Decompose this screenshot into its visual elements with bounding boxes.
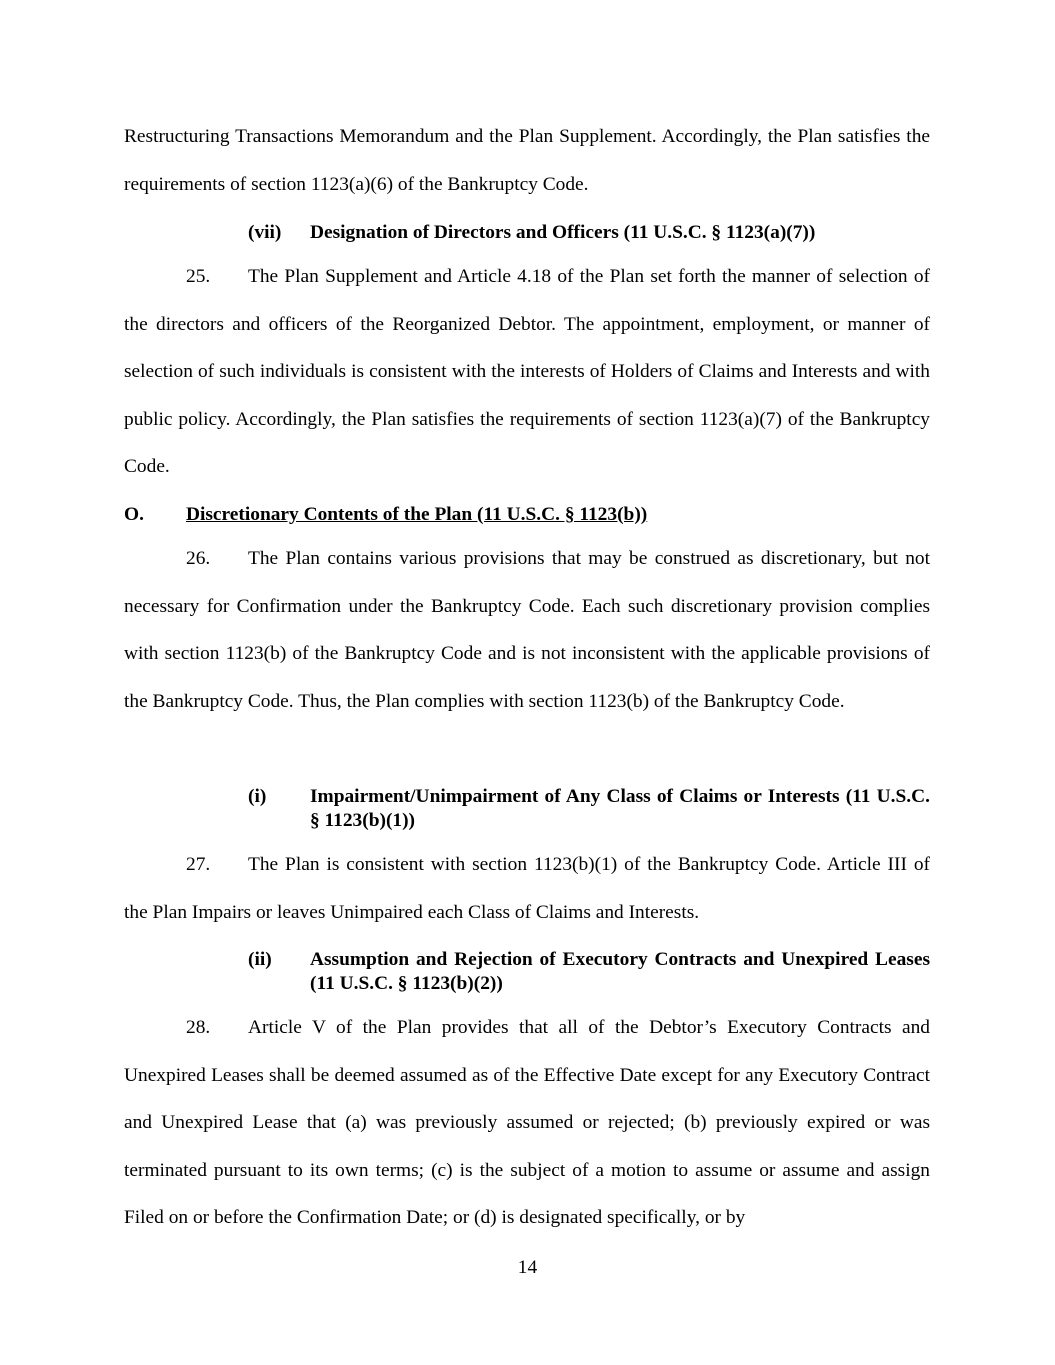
paragraph-28-number: 28. <box>186 1017 211 1038</box>
heading-vii-label: (vii) <box>248 222 282 243</box>
heading-ii-label: (ii) <box>248 949 272 970</box>
heading-vii <box>248 221 930 245</box>
paragraph-28-text: Article V of the Plan provides that all of the Debtor’s Executory Contracts and Unexpired Leases shall be deemed assumed as of the Effective Date except for any Executory Contract and Unexpired Lease that (a) was previously assumed or rejected; (b) previously expired or was terminated pursuant to its own terms; (c) is the subject of a motion to assume or assume and assign Filed on or before the Confirmation Date; or (d) is designated specifically, or by <box>124 1017 930 1229</box>
paragraph-26-number: 26. <box>186 548 211 569</box>
heading-i-label: (i) <box>248 786 267 807</box>
paragraph-27 <box>124 841 930 936</box>
section-heading-o-label: O. <box>124 504 144 525</box>
heading-ii <box>248 948 930 996</box>
section-heading-o <box>124 503 930 527</box>
section-heading-o-text: Discretionary Contents of the Plan (11 U.S.C. § 1123(b)) <box>186 504 648 525</box>
paragraph-27-number: 27. <box>186 854 211 875</box>
paragraph-26 <box>124 535 930 725</box>
continued-paragraph-text: Restructuring Transactions Memorandum and the Plan Supplement. Accordingly, the Plan satisfies the requirements of section 1123(a)(6) of the Bankruptcy Code. <box>124 126 930 195</box>
paragraph-25-number: 25. <box>186 266 211 287</box>
paragraph-26-text: The Plan contains various provisions that may be construed as discretionary, but not necessary for Confirmation under the Bankruptcy Code. Each such discretionary provision complies with section 1123(b) of the Bankruptcy Code and is not inconsistent with the applicable provisions of the Bankruptcy Code. Thus, the Plan complies with section 1123(b) of the Bankruptcy Code. <box>124 548 930 712</box>
page-number: 14 <box>517 1257 538 1278</box>
heading-i <box>248 785 930 833</box>
continued-paragraph <box>124 113 930 208</box>
paragraph-25 <box>124 253 930 491</box>
heading-ii-text: Assumption and Rejection of Executory Contracts and Unexpired Leases (11 U.S.C. § 1123(b)(2)) <box>310 949 930 994</box>
heading-i-text: Impairment/Unimpairment of Any Class of Claims or Interests (11 U.S.C. § 1123(b)(1)) <box>310 786 930 831</box>
paragraph-27-text: The Plan is consistent with section 1123(b)(1) of the Bankruptcy Code. Article III of the Plan Impairs or leaves Unimpaired each Class of Claims and Interests. <box>124 854 930 923</box>
paragraph-25-text: The Plan Supplement and Article 4.18 of the Plan set forth the manner of selection of the directors and officers of the Reorganized Debtor. The appointment, employment, or manner of selection of such individuals is consistent with the interests of Holders of Claims and Interests and with public policy. Accordingly, the Plan satisfies the requirements of section 1123(a)(7) of the Bankruptcy Code. <box>124 266 930 478</box>
heading-vii-text: Designation of Directors and Officers (11 U.S.C. § 1123(a)(7)) <box>310 222 816 243</box>
paragraph-28 <box>124 1004 930 1242</box>
